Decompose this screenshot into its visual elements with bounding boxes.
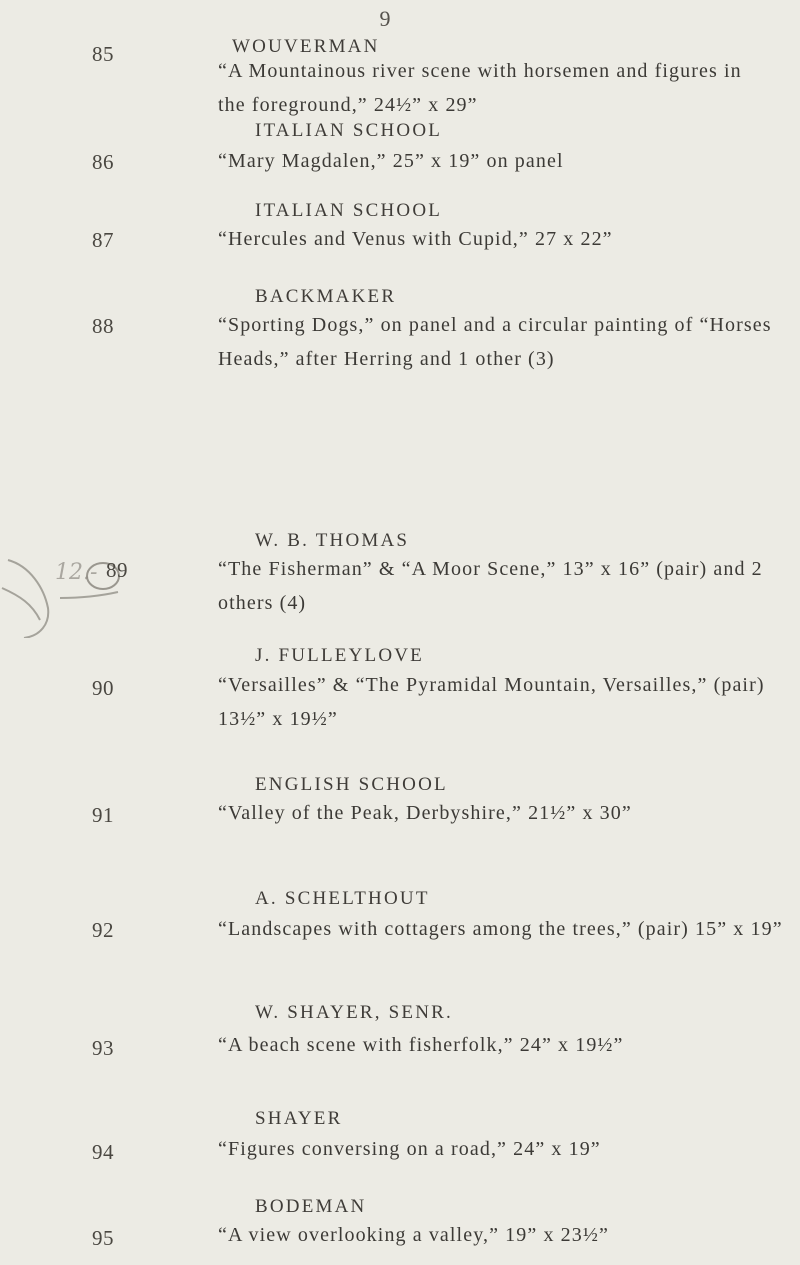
handwritten-margin-note: 12.- [55, 560, 98, 585]
lot-number: 91 [92, 803, 114, 827]
lot-number: 90 [92, 676, 114, 700]
lot-number: 87 [92, 228, 114, 252]
lot-artist: WOUVERMAN [232, 36, 380, 57]
lot-artist: BODEMAN [255, 1196, 367, 1217]
lot-artist: BACKMAKER [255, 286, 397, 307]
lot-description: “Landscapes with cottagers among the trees,” (pair) 15” x 19” [218, 918, 783, 940]
lot-number: 88 [92, 314, 114, 338]
lot-artist: SHAYER [255, 1108, 343, 1129]
lot-description: “Versailles” & “The Pyramidal Mountain, Versailles,” (pair) 13½” x 19½” [218, 674, 765, 730]
page-number: 9 [379, 6, 391, 31]
lot-number: 95 [92, 1226, 114, 1250]
lot-description: “Figures conversing on a road,” 24” x 19” [218, 1138, 601, 1160]
lot-artist: ENGLISH SCHOOL [255, 774, 448, 795]
lot-number: 85 [92, 42, 114, 66]
lot-number: 89 [106, 558, 128, 582]
lot-number: 92 [92, 918, 114, 942]
lot-description: “A view overlooking a valley,” 19” x 23½” [218, 1224, 609, 1246]
lot-number: 86 [92, 150, 114, 174]
lot-description: “Valley of the Peak, Derbyshire,” 21½” x 30” [218, 802, 632, 824]
lot-number: 93 [92, 1036, 114, 1060]
lot-description: “A Mountainous river scene with horsemen and figures in the foreground,” 24½” x 29” [218, 60, 742, 116]
lot-description: “A beach scene with fisherfolk,” 24” x 19½” [218, 1034, 624, 1056]
lot-artist: ITALIAN SCHOOL [255, 120, 443, 141]
lot-description: “Sporting Dogs,” on panel and a circular painting of “Horses Heads,” after Herring and 1 other (3) [218, 314, 772, 370]
lot-artist: W. B. THOMAS [255, 530, 410, 551]
lot-description: “Mary Magdalen,” 25” x 19” on panel [218, 150, 564, 172]
lot-artist: J. FULLEYLOVE [255, 645, 424, 666]
lot-artist: ITALIAN SCHOOL [255, 200, 443, 221]
lot-description: “The Fisherman” & “A Moor Scene,” 13” x 16” (pair) and 2 others (4) [218, 558, 763, 614]
lot-number: 94 [92, 1140, 114, 1164]
lot-artist: W. SHAYER, SENR. [255, 1002, 453, 1023]
lot-description: “Hercules and Venus with Cupid,” 27 x 22” [218, 228, 613, 250]
lot-artist: A. SCHELTHOUT [255, 888, 430, 909]
